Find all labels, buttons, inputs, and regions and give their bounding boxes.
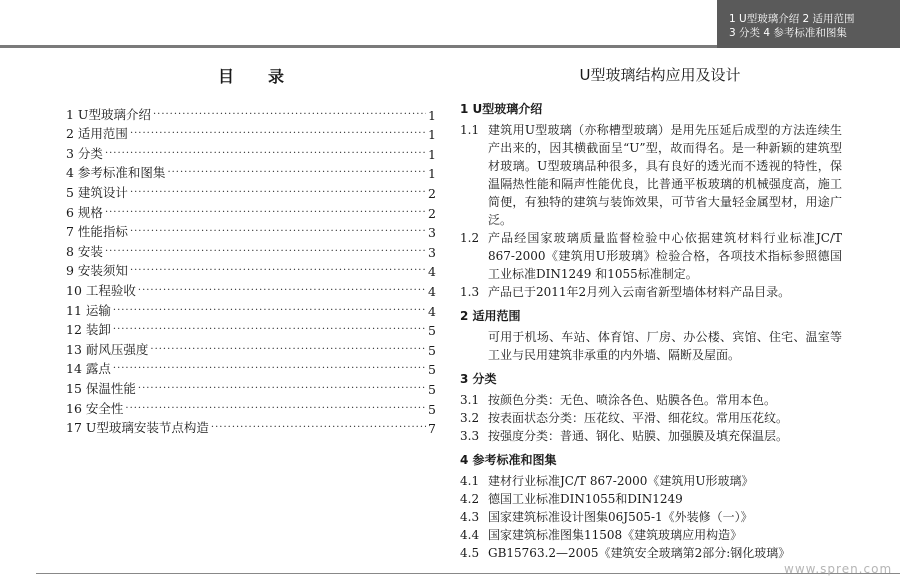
- toc-entry-label: 11 运输: [66, 302, 111, 318]
- toc-entry[interactable]: [66, 299, 436, 319]
- toc-leader-dots: [167, 167, 426, 178]
- clause: [460, 229, 842, 283]
- toc-entry[interactable]: [66, 162, 436, 182]
- clause-text: GB15763.2—2005《建筑安全玻璃第2部分:钢化玻璃》: [488, 546, 791, 560]
- clause: [460, 490, 842, 508]
- toc-entry-page: 7: [428, 421, 436, 437]
- clause-text: 建材行业标准JC/T 867-2000《建筑用U形玻璃》: [488, 474, 754, 488]
- toc-entry-label: 16 安全性: [66, 400, 124, 416]
- toc-leader-dots: [130, 226, 426, 237]
- toc-leader-dots: [138, 383, 426, 394]
- clause: [460, 121, 842, 229]
- toc-entry-page: 5: [428, 362, 436, 378]
- clause: [460, 409, 842, 427]
- section-heading-standards: 4 参考标准和图集: [460, 453, 557, 467]
- toc-leader-dots: [150, 344, 426, 355]
- toc-leader-dots: [113, 363, 426, 374]
- toc-entry-label: 10 工程验收: [66, 282, 136, 298]
- toc-entry-label: 3 分类: [66, 145, 103, 161]
- toc-leader-dots: [153, 109, 426, 120]
- clause: [460, 427, 842, 445]
- clause-number: 1.3: [460, 285, 480, 299]
- header-line-2: 3 分类 4 参考标准和图集: [729, 27, 847, 39]
- toc-entry[interactable]: [66, 181, 436, 201]
- toc-entry[interactable]: [66, 260, 436, 280]
- toc-leader-dots: [105, 207, 426, 218]
- toc-entry-page: 2: [428, 205, 436, 221]
- clause-number: 4.1: [460, 474, 480, 488]
- clause-text: 产品经国家玻璃质量监督检验中心依据建筑材料行业标准JC/T 867-2000《建筑用U形玻璃》检验合格，各项技术指标参照德国工业标准DIN1249 和1055标准制定。: [488, 231, 842, 281]
- clause-number: 1.2: [460, 231, 480, 245]
- toc-entry-label: 6 规格: [66, 204, 103, 220]
- toc-entry-label: 5 建筑设计: [66, 184, 128, 200]
- toc-entry-page: 1: [428, 146, 436, 162]
- toc-entry[interactable]: [66, 358, 436, 378]
- clause: [460, 544, 842, 562]
- toc-entry-page: 3: [428, 244, 436, 260]
- clause-text: 建筑用U型玻璃（亦称槽型玻璃）是用先压延后成型的方法连续生产出来的，因其横截面呈“U”型，故而得名。是一种新颖的建筑型材玻璃。U型玻璃品种很多，具有良好的透光而不透视的特性，保温隔热性能和隔声性能优良，比普通平板玻璃的机械强度高，施工简便，有独特的建筑与装饰效果，可节省大量轻金属型材，用途广泛。: [488, 123, 842, 227]
- toc-entry-page: 4: [428, 283, 436, 299]
- toc-entry[interactable]: [66, 279, 436, 299]
- clause: [460, 391, 842, 409]
- toc-entry[interactable]: [66, 417, 436, 437]
- toc-entry-label: 4 参考标准和图集: [66, 165, 166, 181]
- document-title: U型玻璃结构应用及设计: [579, 66, 741, 84]
- toc-entry-page: 5: [428, 401, 436, 417]
- toc-entry-page: 1: [428, 107, 436, 123]
- toc-entry-page: 2: [428, 185, 436, 201]
- clause: [460, 508, 842, 526]
- scope-text: 可用于机场、车站、体育馆、厂房、办公楼、宾馆、住宅、温室等工业与民用建筑非承重的内外墙、隔断及屋面。: [488, 330, 842, 362]
- toc-leader-dots: [130, 128, 426, 139]
- toc-leader-dots: [130, 265, 426, 276]
- toc-leader-dots: [125, 403, 426, 414]
- toc-leader-dots: [105, 148, 426, 159]
- toc-entry-label: 7 性能指标: [66, 224, 128, 240]
- section-heading-intro: 1 U型玻璃介绍: [460, 102, 543, 116]
- toc-entry[interactable]: [66, 319, 436, 339]
- clause: [460, 526, 842, 544]
- toc-entry[interactable]: [66, 123, 436, 143]
- clause-number: 4.2: [460, 492, 480, 506]
- toc-entry[interactable]: [66, 103, 436, 123]
- toc-entry[interactable]: [66, 201, 436, 221]
- clause-text: 按强度分类：普通、钢化、贴膜、加强膜及填充保温层。: [488, 429, 789, 443]
- toc-leader-dots: [138, 285, 426, 296]
- toc-title: 目录: [218, 67, 319, 86]
- toc-leader-dots: [211, 422, 426, 433]
- clause-number: 1.1: [460, 123, 480, 137]
- clause-number: 3.3: [460, 429, 480, 443]
- toc-entry-label: 14 露点: [66, 361, 111, 377]
- toc-entry-label: 9 安装须知: [66, 263, 128, 279]
- clause-number: 4.5: [460, 546, 480, 560]
- clause-text: 国家建筑标准设计图集06J505-1《外装修（一）》: [488, 510, 753, 524]
- toc-entry-label: 2 适用范围: [66, 126, 128, 142]
- clause-text: 产品已于2011年2月列入云南省新型墙体材料产品目录。: [488, 285, 791, 299]
- toc-entry-page: 1: [428, 166, 436, 182]
- toc-leader-dots: [105, 246, 426, 257]
- clause-text: 国家建筑标准图集11508《建筑玻璃应用构造》: [488, 528, 743, 542]
- section-heading-classification: 3 分类: [460, 372, 497, 386]
- toc-entry[interactable]: [66, 377, 436, 397]
- toc-leader-dots: [113, 305, 426, 316]
- toc-entry-page: 5: [428, 342, 436, 358]
- footer-rule: [36, 573, 900, 574]
- watermark: www.spren.com: [784, 562, 893, 576]
- clause-text: 按颜色分类：无色、喷涂各色、贴膜各色。常用本色。: [488, 393, 777, 407]
- toc-entry-page: 4: [428, 303, 436, 319]
- toc-entry-label: 17 U型玻璃安装节点构造: [66, 420, 209, 436]
- toc-entry[interactable]: [66, 142, 436, 162]
- toc-entry-label: 13 耐风压强度: [66, 341, 149, 357]
- toc-entry-page: 5: [428, 323, 436, 339]
- toc-entry[interactable]: [66, 338, 436, 358]
- clause-number: 4.3: [460, 510, 480, 524]
- header-rule: [0, 45, 717, 48]
- toc-entry[interactable]: [66, 221, 436, 241]
- clause: [460, 283, 842, 301]
- clause-text: 按表面状态分类：压花纹、平滑、细花纹。常用压花纹。: [488, 411, 789, 425]
- header-line-1: 1 U型玻璃介绍 2 适用范围: [729, 13, 855, 25]
- clause-text: 德国工业标准DIN1055和DIN1249: [488, 492, 683, 506]
- section-header-box: [717, 0, 900, 48]
- toc-leader-dots: [130, 187, 426, 198]
- toc-entry-label: 1 U型玻璃介绍: [66, 106, 151, 122]
- section-heading-scope: 2 适用范围: [460, 309, 521, 323]
- toc-entry-page: 3: [428, 225, 436, 241]
- clause-number: 4.4: [460, 528, 480, 542]
- document-body: [460, 100, 842, 562]
- clause: [460, 472, 842, 490]
- toc-entry[interactable]: [66, 397, 436, 417]
- clause-number: 3.1: [460, 393, 480, 407]
- toc-entry-page: 4: [428, 264, 436, 280]
- toc-entry-label: 8 安装: [66, 243, 103, 259]
- toc-entry[interactable]: [66, 240, 436, 260]
- toc-entry-label: 12 装卸: [66, 322, 111, 338]
- toc-leader-dots: [113, 324, 426, 335]
- toc-entry-label: 15 保温性能: [66, 380, 136, 396]
- table-of-contents: [66, 103, 436, 436]
- clause-number: 3.2: [460, 411, 480, 425]
- toc-entry-page: 1: [428, 127, 436, 143]
- toc-entry-page: 5: [428, 381, 436, 397]
